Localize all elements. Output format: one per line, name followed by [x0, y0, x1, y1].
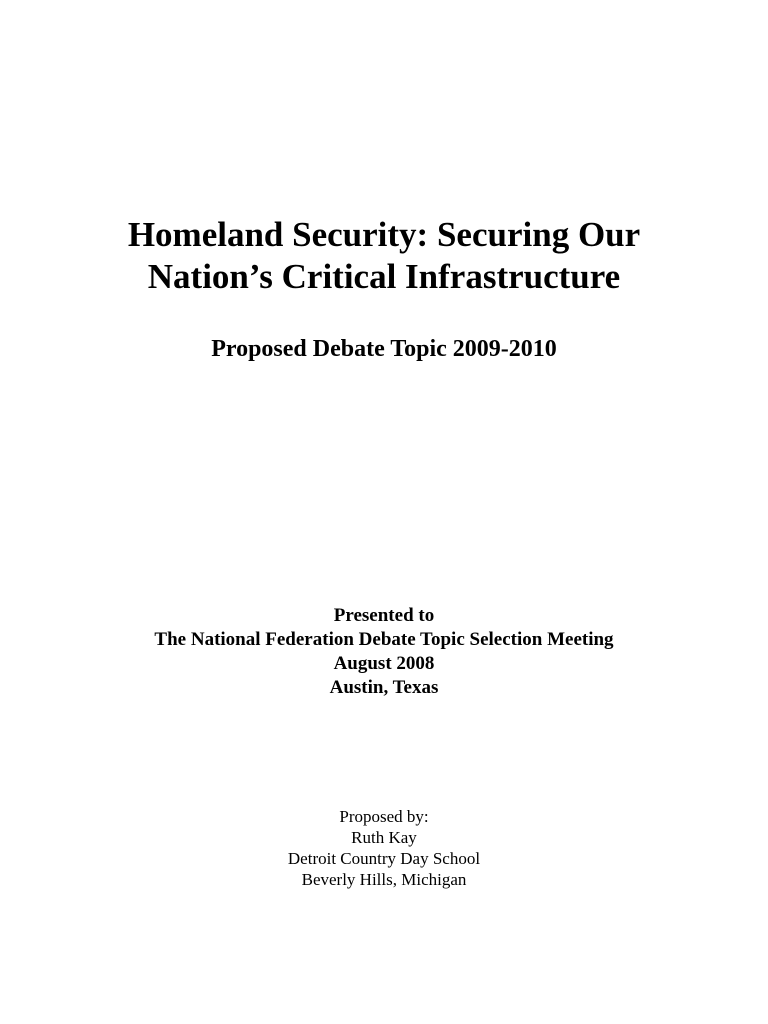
document-subtitle: Proposed Debate Topic 2009-2010: [211, 336, 557, 362]
presented-to-block: [0, 604, 768, 700]
proposer-location: Beverly Hills, Michigan: [301, 870, 467, 889]
presented-heading: Presented to: [333, 605, 435, 626]
presented-event: The National Federation Debate Topic Selection Meeting: [154, 629, 614, 650]
proposed-by-block: [0, 806, 768, 890]
presented-date: August 2008: [333, 653, 435, 674]
proposer-name: Ruth Kay: [351, 828, 417, 847]
title-line-1: Homeland Security: Securing Our: [127, 215, 641, 254]
presented-location: Austin, Texas: [329, 677, 439, 698]
document-title: [0, 214, 768, 298]
proposed-heading: Proposed by:: [339, 807, 429, 826]
title-line-2: Nation’s Critical Infrastructure: [147, 257, 621, 296]
proposer-school: Detroit Country Day School: [287, 849, 481, 868]
